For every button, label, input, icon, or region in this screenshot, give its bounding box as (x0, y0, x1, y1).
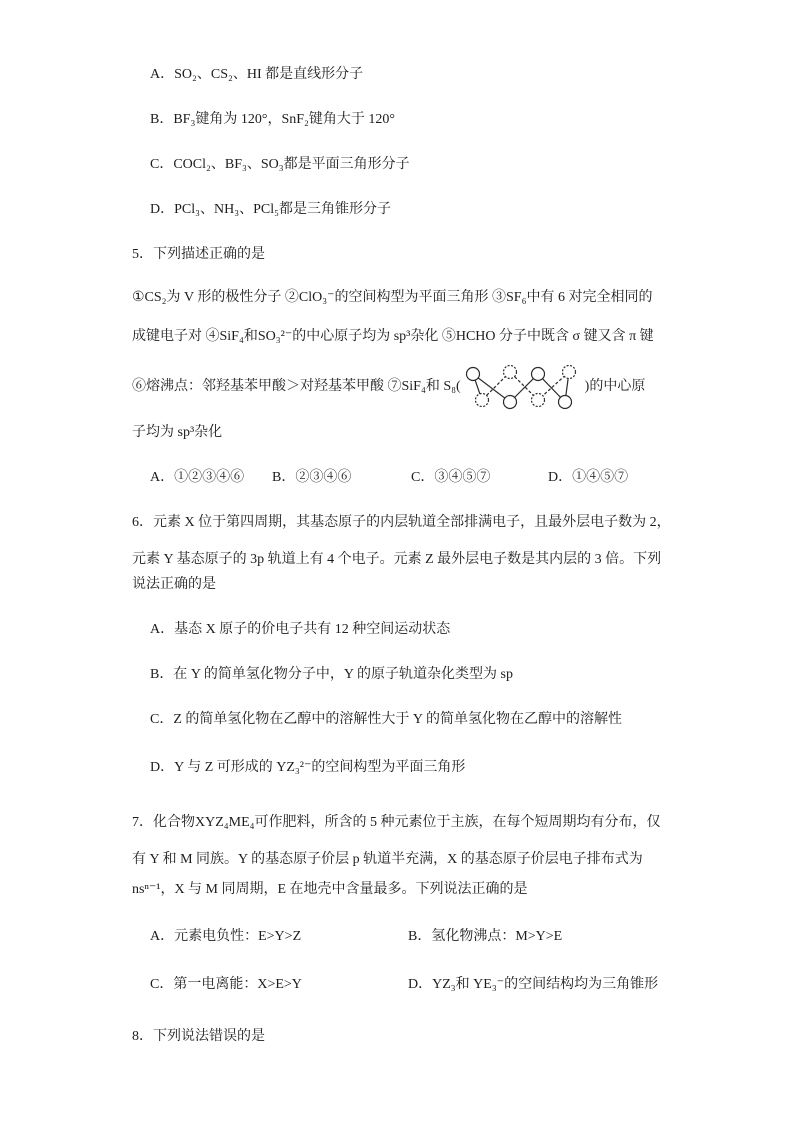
sulfur-atom (562, 366, 575, 379)
q7-option-b: B．氢化物沸点：M>Y>E (408, 929, 563, 944)
q4-option-b: B．BF₃键角为 120°，SnF₂键角大于 120° (150, 112, 395, 127)
q6-option-a: A．基态 X 原子的价电子共有 12 种空间运动状态 (150, 622, 451, 637)
sulfur-atom (531, 394, 544, 407)
q6-stem-line1: 6．元素 X 位于第四周期，其基态原子的内层轨道全部排满电子，且最外层电子数为 2， (132, 515, 671, 530)
q8-stem: 8．下列说法错误的是 (132, 1029, 265, 1044)
q6-option-c: C．Z 的简单氢化物在乙醇中的溶解性大于 Y 的简单氢化物在乙醇中的溶解性 (150, 712, 622, 727)
q5-statements-line3-before: ⑥熔沸点：邻羟基苯甲酸＞对羟基苯甲酸 ⑦SiF₄和 S₈( (132, 379, 461, 395)
s8-ring-figure (462, 363, 584, 411)
sulfur-atom (503, 396, 516, 409)
q5-statements-line3 (132, 377, 645, 397)
q5-option-d: D．①④⑤⑦ (548, 470, 629, 485)
q6-stem-line2: 元素 Y 基态原子的 3p 轨道上有 4 个电子。元素 Z 最外层电子数是其内层的 3 倍。下列 (132, 552, 662, 567)
q5-option-a: A．①②③④⑥ (150, 470, 245, 485)
sulfur-atom (558, 396, 571, 409)
sulfur-atom (503, 366, 516, 379)
q7-option-c: C．第一电离能：X>E>Y (150, 977, 302, 992)
q4-option-c: C．COCl₂、BF₃、SO₃都是平面三角形分子 (150, 157, 410, 172)
q6-option-b: B．在 Y 的简单氢化物分子中，Y 的原子轨道杂化类型为 sp (150, 667, 513, 682)
q5-statements-line1: ①CS₂为 V 形的极性分子 ②ClO₃⁻的空间构型为平面三角形 ③SF₆中有 6 对完全相同的 (132, 290, 653, 305)
q7-stem-line2: 有 Y 和 M 同族。Y 的基态原子价层 p 轨道半充满，X 的基态原子价层电子排布式为 (132, 852, 643, 867)
q7-option-d: D．YZ₃和 YE₃⁻的空间结构均为三角锥形 (408, 977, 659, 992)
sulfur-atom (466, 368, 479, 381)
q7-stem-line3: nsⁿ⁻¹，X 与 M 同周期，E 在地壳中含量最多。下列说法正确的是 (132, 882, 528, 897)
sulfur-atom (475, 394, 488, 407)
q5-stem: 5．下列描述正确的是 (132, 247, 265, 262)
q5-statements-line4: 子均为 sp³杂化 (132, 425, 223, 440)
q7-stem-line1: 7．化合物XYZ₄ME₄可作肥料，所含的 5 种元素位于主族，在每个短周期均有分布，仅 (132, 815, 661, 830)
q4-option-a: A．SO₂、CS₂、HI 都是直线形分子 (150, 67, 364, 82)
q5-option-c: C．③④⑤⑦ (411, 470, 491, 485)
q7-option-a: A．元素电负性：E>Y>Z (150, 929, 302, 944)
q5-statements-line3-after: )的中心原 (584, 379, 646, 395)
q5-option-b: B．②③④⑥ (272, 470, 352, 485)
q5-statements-line2: 成键电子对 ④SiF₄和SO₃²⁻的中心原子均为 sp³杂化 ⑤HCHO 分子中既含 σ 键又含 π 键 (132, 329, 654, 344)
q4-option-d: D．PCl₃、NH₃、PCl₅都是三角锥形分子 (150, 202, 392, 217)
sulfur-atom (531, 368, 544, 381)
q6-option-d: D．Y 与 Z 可形成的 YZ₃²⁻的空间构型为平面三角形 (150, 760, 466, 775)
q6-stem-line3: 说法正确的是 (132, 577, 216, 592)
